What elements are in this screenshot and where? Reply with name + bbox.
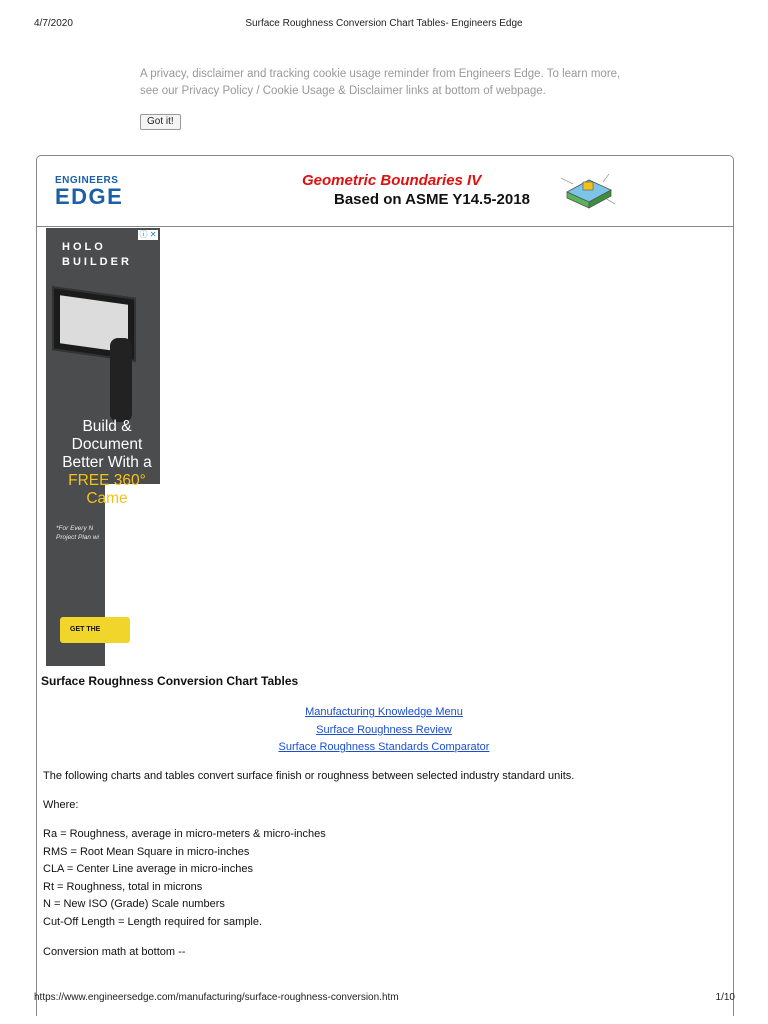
related-links <box>36 704 732 757</box>
banner-subtitle: Based on ASME Y14.5-2018 <box>334 191 530 208</box>
holobuilder-ad[interactable] <box>46 228 160 666</box>
print-page-title: Surface Roughness Conversion Chart Tables- Engineers Edge <box>245 18 523 29</box>
definition-item: RMS = Root Mean Square in micro-inches <box>43 845 250 858</box>
ad-fine-print-line: Project Plan wi <box>56 534 99 541</box>
page-heading: Surface Roughness Conversion Chart Tables <box>41 674 299 688</box>
definition-item: N = New ISO (Grade) Scale numbers <box>43 898 225 911</box>
got-it-button[interactable]: Got it! <box>140 114 181 130</box>
ad-headline <box>52 418 160 508</box>
ad-cta-button[interactable]: GET THE <box>60 617 130 643</box>
link-surface-roughness-review[interactable]: Surface Roughness Review <box>316 723 452 736</box>
definitions-list <box>43 826 326 932</box>
camera-image <box>110 338 132 422</box>
ad-headline-line: Better With a <box>62 454 152 471</box>
print-url: https://www.engineersedge.com/manufacturing/surface-roughness-conversion.htm <box>34 992 399 1003</box>
definition-item: Ra = Roughness, average in micro-meters & micro-inches <box>43 828 326 840</box>
cookie-notice-text: A privacy, disclaimer and tracking cookie usage reminder from Engineers Edge. To learn more, see our Privacy Policy / Cookie Usage & Disclaimer links at bottom of webpage. <box>140 68 621 97</box>
ad-brand-line1: HOLO <box>62 241 106 253</box>
definition-item: Rt = Roughness, total in microns <box>43 880 203 893</box>
link-manufacturing-knowledge-menu[interactable]: Manufacturing Knowledge Menu <box>305 706 463 718</box>
banner[interactable] <box>37 156 733 227</box>
definition-item: CLA = Center Line average in micro-inches <box>43 863 254 876</box>
print-date: 4/7/2020 <box>34 18 73 29</box>
ad-fine-print-line: *For Every N <box>56 525 94 532</box>
ad-headline-last: Came <box>86 490 128 507</box>
ad-headline-free: FREE 360° <box>68 472 146 489</box>
ad-brand-line2: BUILDER <box>62 256 132 268</box>
where-label: Where: <box>43 799 79 811</box>
ad-fine-print <box>56 524 99 542</box>
ad-headline-line: Document <box>71 436 143 453</box>
banner-title: Geometric Boundaries IV <box>302 172 482 189</box>
intro-paragraph: The following charts and tables convert surface finish or roughness between selected industry standard units. <box>43 770 575 782</box>
ad-headline-line: Build & <box>82 418 132 435</box>
conversion-note: Conversion math at bottom -- <box>43 946 186 958</box>
print-page-number: 1/10 <box>715 992 735 1003</box>
ad-brand <box>62 240 132 270</box>
gdt-diagram-icon <box>559 168 619 212</box>
definition-item: Cut-Off Length = Length required for sample. <box>43 915 263 928</box>
link-surface-roughness-comparator[interactable]: Surface Roughness Standards Comparator <box>278 741 490 753</box>
engineers-edge-logo[interactable] <box>55 176 155 208</box>
logo-bottom-text: EDGE <box>55 184 124 209</box>
logo-top-text: ENGINEERS <box>55 175 119 186</box>
ad-close-icon[interactable]: ⓘ ✕ <box>139 230 157 239</box>
